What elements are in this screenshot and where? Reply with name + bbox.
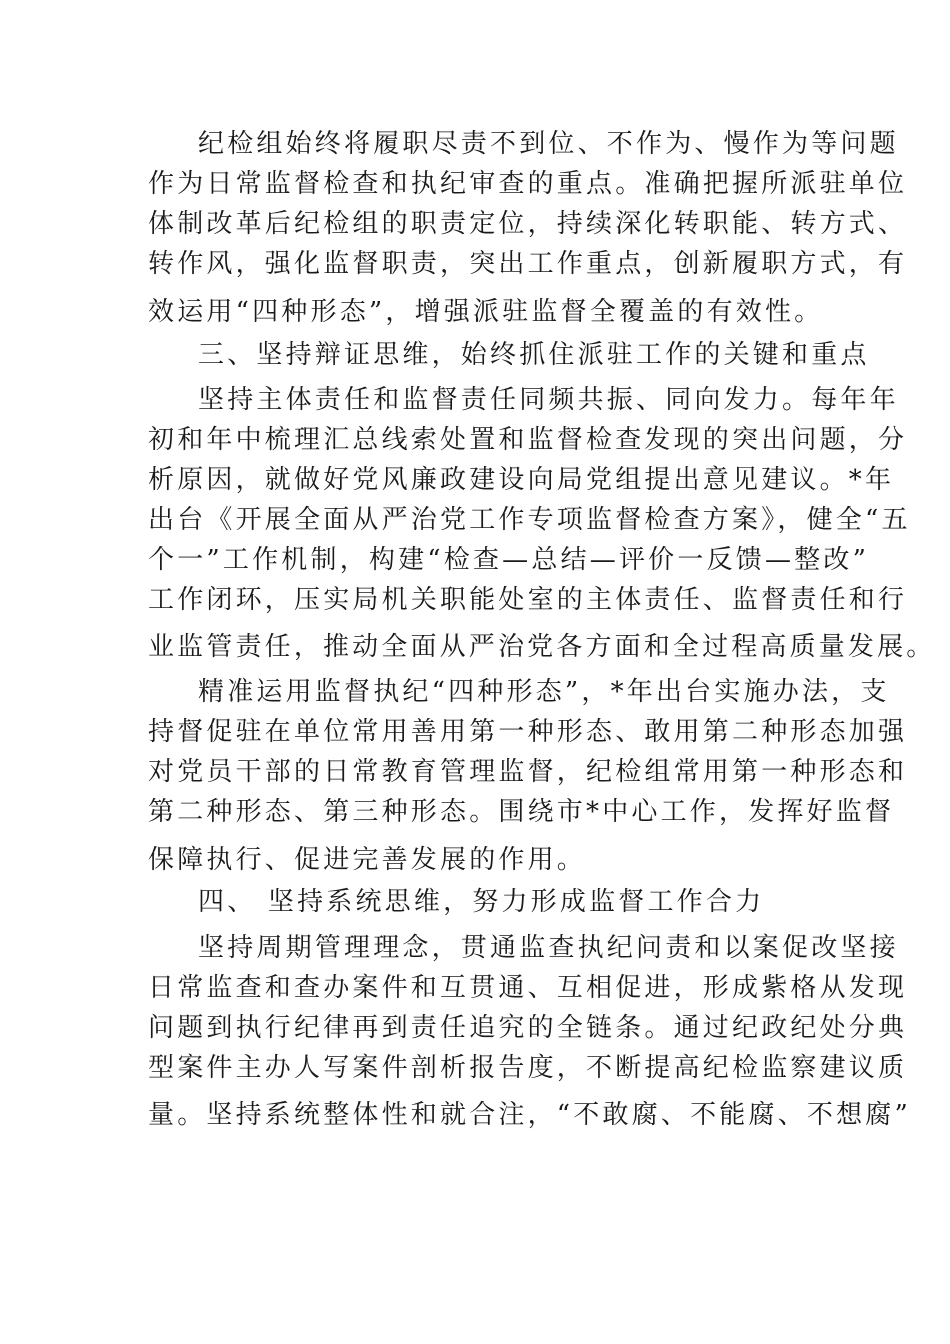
paragraph-line: 日常监查和查办案件和互贯通、互相促进，形成紫格从发现 (148, 973, 908, 1003)
paragraph-line: 坚持主体责任和监督责任同频共振、同向发力。每年年 (198, 385, 899, 415)
section-heading: 四、 坚持系统思维，努力形成监督工作合力 (198, 887, 765, 917)
paragraph-line: 出台《开展全面从严治党工作专项监督检查方案》，健全“五 (148, 505, 911, 535)
paragraph-line: 第二种形态、第三种形态。围绕市*中心工作，发挥好监督 (148, 797, 895, 827)
paragraph-line: 持督促驻在单位常用善用第一种形态、敢用第二种形态加强 (148, 717, 908, 747)
paragraph-line: 纪检组始终将履职尽责不到位、不作为、慢作为等问题 (198, 129, 899, 159)
paragraph-line: 问题到执行纪律再到责任追究的全链条。通过纪政纪处分典 (148, 1013, 908, 1043)
section-heading: 三、坚持辩证思维，始终抓住派驻工作的关键和重点 (198, 340, 870, 370)
paragraph-line: 坚持周期管理理念，贯通监查执纪问责和以案促改坚接 (198, 933, 899, 963)
paragraph-line: 析原因，就做好党风廉政建设向局党组提出意见建议。*年 (148, 465, 895, 495)
paragraph-line: 初和年中梳理汇总线索处置和监督检查发现的突出问题，分 (148, 425, 908, 455)
paragraph-line: 保障执行、促进完善发展的作用。 (148, 845, 587, 875)
paragraph-line: 转作风，强化监督职责，突出工作重点，创新履职方式，有 (148, 249, 908, 279)
paragraph-line: 对党员干部的日常教育管理监督，纪检组常用第一种形态和 (148, 757, 908, 787)
paragraph-line: 型案件主办人写案件剖析报告度，不断提高纪检监察建议质 (148, 1053, 908, 1083)
paragraph-line: 精准运用监督执纪“四种形态”，*年出台实施办法，支 (198, 677, 890, 707)
paragraph-line: 体制改革后纪检组的职责定位，持续深化转职能、转方式、 (148, 209, 908, 239)
paragraph-line: 个一”工作机制，构建“检查—总结—评价一反馈—整改” (148, 545, 870, 575)
paragraph-line: 作为日常监督检查和执纪审查的重点。准确把握所派驻单位 (148, 169, 908, 199)
paragraph-line: 效运用“四种形态”，增强派驻监督全覆盖的有效性。 (148, 297, 824, 327)
paragraph-line: 量。坚持系统整体性和就合注，“不敢腐、不能腐、不想腐” (148, 1100, 911, 1130)
paragraph-line: 工作闭环，压实局机关职能处室的主体责任、监督责任和行 (148, 585, 908, 615)
paragraph-line: 业监管责任，推动全面从严治党各方面和全过程高质量发展。 (148, 632, 936, 662)
